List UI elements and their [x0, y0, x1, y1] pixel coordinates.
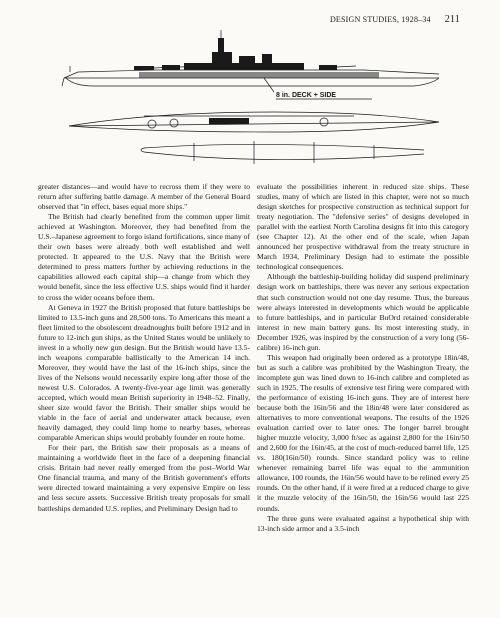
ship-plan-view [69, 112, 439, 132]
paragraph: At Geneva in 1927 the British proposed that future battleships be limited to 13.5-inch guns and 28,500 tons. To Americans this meant a fleet limited to the obsolescent dreadnoughts built before 1912 and in future to 12-inch gun ships, as the United States would be unlikely to invest in a wholly new gun design. But the British would have 13.5-inch weapons comparable ballistically to the American 14 inch. Moreover, they would have the last of the 16-inch ships, since the lives of the Nelsons would necessarily expire long after those of the newest U.S. Colorados. A twenty-five-year age limit was generally accepted, which would mean British superiority in 1948–52. Finally, sheer size would favor the British. Their smaller ships would be viable in the face of aerial and underwater attack because, even heavily damaged, they could limp home to nearby bases, whereas comparable American ships would probably founder en route home. [38, 302, 250, 443]
ship-profile [62, 30, 439, 86]
left-text-column [38, 182, 250, 514]
paragraph: This weapon had originally been ordered as a prototype 18in/48, but as such a calibre was prohibited by the Washington Treaty, the incomplete gun was lined down to 16-inch calibre and completed as such in 1925. The results of extensive test firing were compared with the performance of existing 16-inch guns. They are of interest here because both the 16in/56 and the 18in/48 were later considered as alternatives to more conventional weapons. The results of the 1926 evaluation carried over to later ones. The longer barrel brought higher muzzle velocity, 3,000 ft/sec as against 2,800 for the 16in/50 and 2,600 for the 16in/45, at the cost of much-reduced barrel life, 125 vs. 180(16in/50) rounds. Since standard policy was to reline whenever remaining barrel life was equal to the ammunition allowance, 100 rounds, the 16in/56 would have to be relined every 25 rounds. On the other hand, if it were fired at a reduced charge to give it the muzzle velocity of the 16in/50, the 16in/56 would last 225 rounds. [257, 352, 469, 513]
running-title: DESIGN STUDIES, 1928–34 [329, 15, 431, 24]
paragraph: The British had clearly benefited from the common upper limit achieved at Washington. Moreover, they had benefited from the U.S.–Japanese agreement to forgo island fortifications, since many of their own bases were already both well established and well protected. It appeared to the U.S. Navy that the British were determined to press matters further by achieving reductions in the capabilities allowed each capital ship—a change from which they would benefit, since the less effective U.S. ships would find it harder to cross the wider oceans before them. [38, 212, 250, 302]
paragraph: Although the battleship-building holiday did suspend preliminary design work on battleships, there was never any serious expectation that such construction would not one day resume. Thus, the bureaus were always interested in developments which would be applicable to future battleships, and in particular BuOrd retained considerable interest in new main battery guns. Its most interesting study, in December 1926, was inspired by the construction of a very long (56-calibre) 16-inch gun. [257, 272, 469, 352]
paragraph: greater distances—and would have to recross them if they were to return after suffering battle damage. A member of the General Board observed that "in effect, bases equal more ships." [38, 182, 250, 212]
armor-callout [264, 78, 372, 99]
ship-sections [141, 141, 424, 164]
paragraph: The three guns were evaluated against a hypothetical ship with 13-inch side armor and a 3.5-inch [257, 513, 469, 533]
right-text-column [257, 182, 469, 534]
paragraph: For their part, the British saw their proposals as a means of maintaining a worldwide fleet in the face of a deepening financial crisis. Britain had never really emerged from the post–World War One financial trauma, and many of the British government's efforts were directed toward maintaining a very expensive Empire on less and less secure assets. Successive British treaty proposals for small battleships demanded U.S. replies, and Preliminary Design had to [38, 443, 250, 513]
running-header [330, 14, 460, 25]
paragraph: evaluate the possibilities inherent in reduced size ships. These studies, many of which are listed in this chapter, were not so much design sketches for prospective construction as technical support for treaty negotiation. The "defensive series" of designs developed in parallel with the earliest North Carolina designs fit into this category (see Chapter 12). At the other end of the scale, when Japan announced her prospective withdrawal from the treaty structure in March 1934, Preliminary Design had to estimate the possible technological consequences. [257, 182, 469, 272]
battleship-design-drawing [34, 26, 466, 176]
page-number: 211 [444, 14, 460, 25]
armor-callout-label: 8 in. DECK + SIDE [276, 92, 337, 99]
